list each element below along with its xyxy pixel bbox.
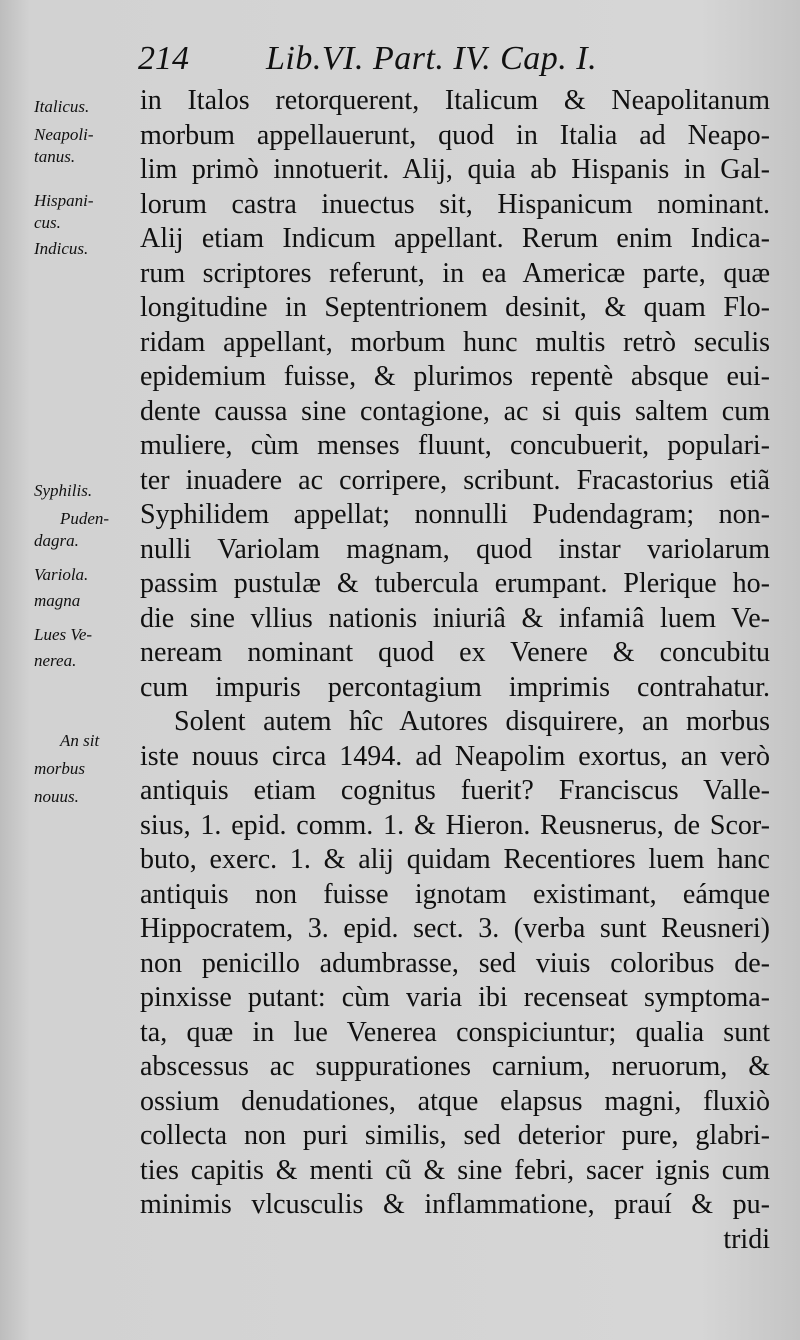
text-line: minimis vlcusculis & inflammatione, prauí & pu- <box>140 1189 770 1220</box>
margin-note: cus. <box>34 213 61 232</box>
text-line: iste nouus circa 1494. ad Neapolim exortus, an verò <box>140 740 770 772</box>
margin-note: tanus. <box>34 147 76 166</box>
margin-note: dagra. <box>34 531 79 550</box>
body-text <box>140 84 770 1257</box>
text-line: Alij etiam Indicum appellant. Rerum enim Indica- <box>140 223 770 254</box>
text-line: Solent autem hîc Autores disquirere, an morbus <box>174 706 770 737</box>
text-line: lim primò innotuerit. Alij, quia ab Hispanis in Gal- <box>140 154 770 185</box>
text-line: collecta non puri similis, sed deterior pure, glabri- <box>140 1120 770 1151</box>
text-line: ridam appellant, morbum hunc multis retrò seculis <box>140 326 770 358</box>
text-line: neream nominant quod ex Venere & concubitu <box>140 637 770 668</box>
text-line: muliere, cùm menses fluunt, concubuerit, populari- <box>140 430 770 461</box>
text-line: ter inuadere ac corripere, scribunt. Fracastorius etiã <box>140 464 770 496</box>
text-line: die sine vllius nationis iniuriâ & infamiâ luem Ve- <box>140 602 770 634</box>
catchword: tridi <box>723 1223 770 1255</box>
text-line: morbum appellauerunt, quod in Italia ad Neapo- <box>140 119 770 151</box>
margin-note: Lues Ve- <box>34 625 93 644</box>
text-line: passim pustulæ & tubercula erumpant. Plerique ho- <box>140 568 770 599</box>
text-line: antiquis etiam cognitus fuerit? Franciscus Valle- <box>140 775 770 806</box>
text-line: cum impuris percontagium imprimis contrahatur. <box>140 671 770 703</box>
text-line: buto, exerc. 1. & alij quidam Recentiores luem hanc <box>140 844 770 875</box>
margin-note: nerea. <box>34 651 77 670</box>
text-line: dente caussa sine contagione, ac si quis saltem cum <box>140 395 770 427</box>
text-line: epidemium fuisse, & plurimos repentè absque eui- <box>140 361 770 392</box>
margin-note: magna <box>34 591 81 610</box>
page-header <box>138 40 778 84</box>
page-number: 214 <box>138 40 189 77</box>
text-line: ties capitis & menti cũ & sine febri, sacer ignis cum <box>140 1154 770 1186</box>
margin-note: Neapoli- <box>34 125 94 144</box>
margin-note: Variola. <box>34 565 89 584</box>
text-line: rum scriptores referunt, in ea Americæ parte, quæ <box>140 257 770 289</box>
text-line: antiquis non fuisse ignotam existimant, eámque <box>140 878 770 910</box>
text-line: in Italos retorquerent, Italicum & Neapolitanum <box>140 85 770 116</box>
margin-note: Puden- <box>60 509 110 528</box>
text-line: abscessus ac suppurationes carnium, neruorum, & <box>140 1051 770 1082</box>
text-line: non penicillo adumbrasse, sed viuis coloribus de- <box>140 947 770 979</box>
text-line: Hippocratem, 3. epid. sect. 3. (verba sunt Reusneri) <box>140 913 770 944</box>
margin-note: An sit <box>60 731 100 750</box>
margin-note: Italicus. <box>34 97 90 116</box>
margin-note: Syphilis. <box>34 481 93 500</box>
text-line: longitudine in Septentrionem desinit, & quam Flo- <box>140 292 770 323</box>
text-line: sius, 1. epid. comm. 1. & Hieron. Reusnerus, de Scor- <box>140 809 770 841</box>
text-line: lorum castra inuectus sit, Hispanicum nominant. <box>140 188 770 220</box>
text-line: pinxisse putant: cùm varia ibi recenseat symptoma- <box>140 982 770 1013</box>
text-line: Syphilidem appellat; nonnulli Pudendagram; non- <box>140 499 770 530</box>
margin-note: nouus. <box>34 787 79 806</box>
margin-note: morbus <box>34 759 86 778</box>
margin-notes <box>0 0 134 1340</box>
text-line: nulli Variolam magnam, quod instar variolarum <box>140 533 770 565</box>
running-title: Lib.VI. Part. IV. Cap. I. <box>266 40 598 77</box>
text-line: ossium denudationes, atque elapsus magni, fluxiò <box>140 1085 770 1117</box>
text-line: ta, quæ in lue Venerea conspiciuntur; qualia sunt <box>140 1016 770 1048</box>
margin-note: Indicus. <box>34 239 89 258</box>
margin-note: Hispani- <box>34 191 94 210</box>
